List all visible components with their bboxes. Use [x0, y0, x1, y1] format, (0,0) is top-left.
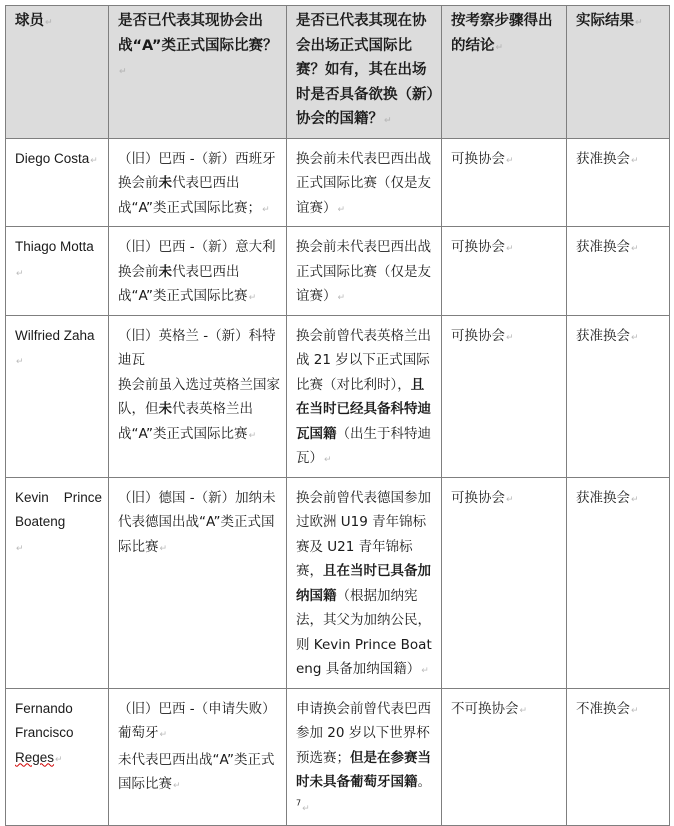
- official-match-emphasis: 且在当时已经具备科特迪瓦国籍: [296, 376, 431, 442]
- table-row: [6, 227, 670, 316]
- a-match-transfer: [118, 324, 280, 373]
- official-match-text: （出生于科特迪瓦）: [296, 425, 431, 466]
- header-conclusion-label: 按考察步骤得出的结论: [451, 13, 553, 54]
- player-association-table: [5, 5, 670, 826]
- a-match-text: 未代表巴西出战“A”类正式国际比赛: [118, 751, 275, 792]
- player-name: Wilfried Zaha: [15, 327, 95, 343]
- a-match-emphasis: 未: [158, 175, 172, 191]
- a-match-cell: （旧）德国 -（新）加纳未代表德国出战“A”类正式国际比赛↵: [109, 477, 287, 688]
- result-cell: 不准换会↵: [567, 688, 670, 826]
- header-result-label: 实际结果: [576, 13, 634, 29]
- official-match-cell: 换会前未代表巴西出战正式国际比赛（仅是友谊赛）↵: [287, 138, 442, 227]
- player-name: Thiago Motta: [15, 239, 94, 254]
- player-name: Kevin Prince Boateng: [15, 489, 102, 529]
- a-match-cell: （旧）巴西 -（新）意大利换会前未代表巴西出战“A”类正式国际比赛↵: [109, 227, 287, 316]
- result-cell: 获准换会↵: [567, 477, 670, 688]
- conclusion-text: 可换协会: [451, 239, 505, 255]
- player-cell: Kevin Prince Boateng ↵: [6, 477, 109, 688]
- conclusion-cell: 不可换协会↵: [442, 688, 567, 826]
- header-conclusion: 按考察步骤得出的结论↵: [442, 6, 567, 139]
- conclusion-text: 可换协会: [451, 489, 505, 506]
- official-match-cell: 换会前曾代表英格兰出战 21 岁以下正式国际比赛（对比利时），且在当时已经具备科特迪瓦国籍（出生于科特迪瓦）↵: [287, 315, 442, 477]
- player-name: Diego Costa: [15, 150, 90, 166]
- result-cell: 获准换会↵: [567, 138, 670, 227]
- official-match-text: 。: [417, 774, 431, 790]
- player-cell: Diego Costa↵: [6, 138, 109, 227]
- header-player-label: 球员: [15, 13, 44, 29]
- conclusion-cell: 可换协会↵: [442, 227, 567, 316]
- player-cell: Thiago Motta↵: [6, 227, 109, 316]
- header-official-match-label: 是否已代表其现在协会出场正式国际比赛？如有，其在出场时是否具备欲换（新）协会的国籍？: [296, 13, 434, 127]
- a-match-text: 代表巴西出战“A”类正式国际比赛: [118, 263, 248, 304]
- official-match-text: （根据加纳宪法，其父为加纳公民，则 Kevin Prince Boateng 具备加纳国籍）: [296, 587, 432, 677]
- result-cell: 获准换会↵: [567, 227, 670, 316]
- a-match-emphasis: 未: [158, 401, 172, 417]
- a-match-cell: （旧）巴西 -（新）西班牙换会前未代表巴西出战“A”类正式国际比赛；↵: [109, 138, 287, 227]
- table-row: [6, 477, 670, 688]
- table-row: [6, 138, 670, 227]
- header-result: 实际结果↵: [567, 6, 670, 139]
- result-text: 获准换会: [576, 150, 630, 167]
- official-match-text: 换会前曾代表英格兰出战 21 岁以下正式国际比赛（对比利时），: [296, 327, 431, 393]
- a-match-cell: （旧）巴西 -（申请失败）葡萄牙↵ 未代表巴西出战“A”类正式国际比赛↵: [109, 688, 287, 826]
- result-cell: 获准换会↵: [567, 315, 670, 477]
- conclusion-cell: 可换协会↵: [442, 138, 567, 227]
- a-match-text: （旧）德国 -（新）加纳未代表德国出战“A”类正式国际比赛: [118, 489, 276, 555]
- a-match-cell: （旧）英格兰 -（新）科特迪瓦 换会前虽入选过英格兰国家队，但未代表英格兰出战“A”类正式国际比赛↵: [109, 315, 287, 477]
- header-row: [6, 6, 670, 139]
- result-text: 获准换会: [576, 239, 630, 255]
- conclusion-text: 可换协会: [451, 150, 505, 167]
- official-match-cell: 换会前未代表巴西出战正式国际比赛（仅是友谊赛）↵: [287, 227, 442, 316]
- header-a-match: 是否已代表其现协会出战“A”类正式国际比赛？↵: [109, 6, 287, 139]
- a-match-transfer: （旧）巴西 -（申请失败）葡萄牙↵: [118, 700, 276, 741]
- a-match-text: 换会前虽入选过英格兰国家队，但: [118, 376, 280, 417]
- result-text: 获准换会: [576, 489, 630, 506]
- official-match-text: 申请换会前曾代表巴西参加 20 岁以下世界杯预选赛；: [296, 700, 431, 766]
- result-text: 获准换会: [576, 327, 630, 344]
- conclusion-text: 不可换协会: [451, 700, 519, 717]
- official-match-emphasis: 且在当时已具备加纳国籍: [296, 563, 431, 604]
- a-match-text: 代表巴西出战“A”类正式国际比赛；: [118, 175, 262, 216]
- official-match-text: 换会前未代表巴西出战正式国际比赛（仅是友谊赛）: [296, 150, 431, 216]
- official-match-cell: 申请换会前曾代表巴西参加 20 岁以下世界杯预选赛；但是在参赛当时未具备葡萄牙国籍。$^7$↵: [287, 688, 442, 826]
- table-row: [6, 315, 670, 477]
- header-a-match-label: 是否已代表其现协会出战“A”类正式国际比赛？: [118, 13, 278, 54]
- conclusion-text: 可换协会: [451, 327, 505, 344]
- player-name-middle: Francisco: [15, 725, 74, 740]
- result-text: 不准换会: [576, 700, 630, 717]
- official-match-text: 换会前未代表巴西出战正式国际比赛（仅是友谊赛）: [296, 239, 431, 304]
- conclusion-cell: 可换协会↵: [442, 315, 567, 477]
- a-match-text: （旧）巴西 -（新）西班牙换会前: [118, 150, 276, 191]
- a-match-emphasis: 未: [158, 263, 172, 280]
- official-match-cell: 换会前曾代表德国参加过欧洲 U19 青年锦标赛及 U21 青年锦标赛，且在当时已具备加纳国籍（根据加纳宪法，其父为加纳公民，则 Kevin Prince Boateng 具备加纳国籍）↵: [287, 477, 442, 688]
- a-match-text: （旧）巴西 -（申请失败）葡萄牙: [118, 700, 276, 741]
- header-official-match: 是否已代表其现在协会出场正式国际比赛？如有，其在出场时是否具备欲换（新）协会的国籍？↵: [287, 6, 442, 139]
- player-cell: Fernando Francisco Reges↵: [6, 688, 109, 826]
- a-match-text: （旧）英格兰 -（新）科特迪瓦: [118, 327, 276, 368]
- player-name-first: Fernando: [15, 700, 73, 716]
- conclusion-cell: 可换协会↵: [442, 477, 567, 688]
- a-match-text: （旧）巴西 -（新）意大利换会前: [118, 239, 276, 280]
- player-cell: Wilfried Zaha↵: [6, 315, 109, 477]
- footnote-marker: 7: [296, 798, 302, 807]
- player-name-last: Reges: [15, 749, 55, 765]
- official-match-emphasis: 但是在参赛当时未具备葡萄牙国籍: [296, 749, 431, 790]
- official-match-text: 换会前曾代表德国参加过欧洲 U19 青年锦标赛及 U21 青年锦标赛，: [296, 489, 431, 579]
- table-row: [6, 688, 670, 826]
- a-match-text: 代表英格兰出战“A”类正式国际比赛: [118, 401, 253, 442]
- header-player: 球员↵: [6, 6, 109, 139]
